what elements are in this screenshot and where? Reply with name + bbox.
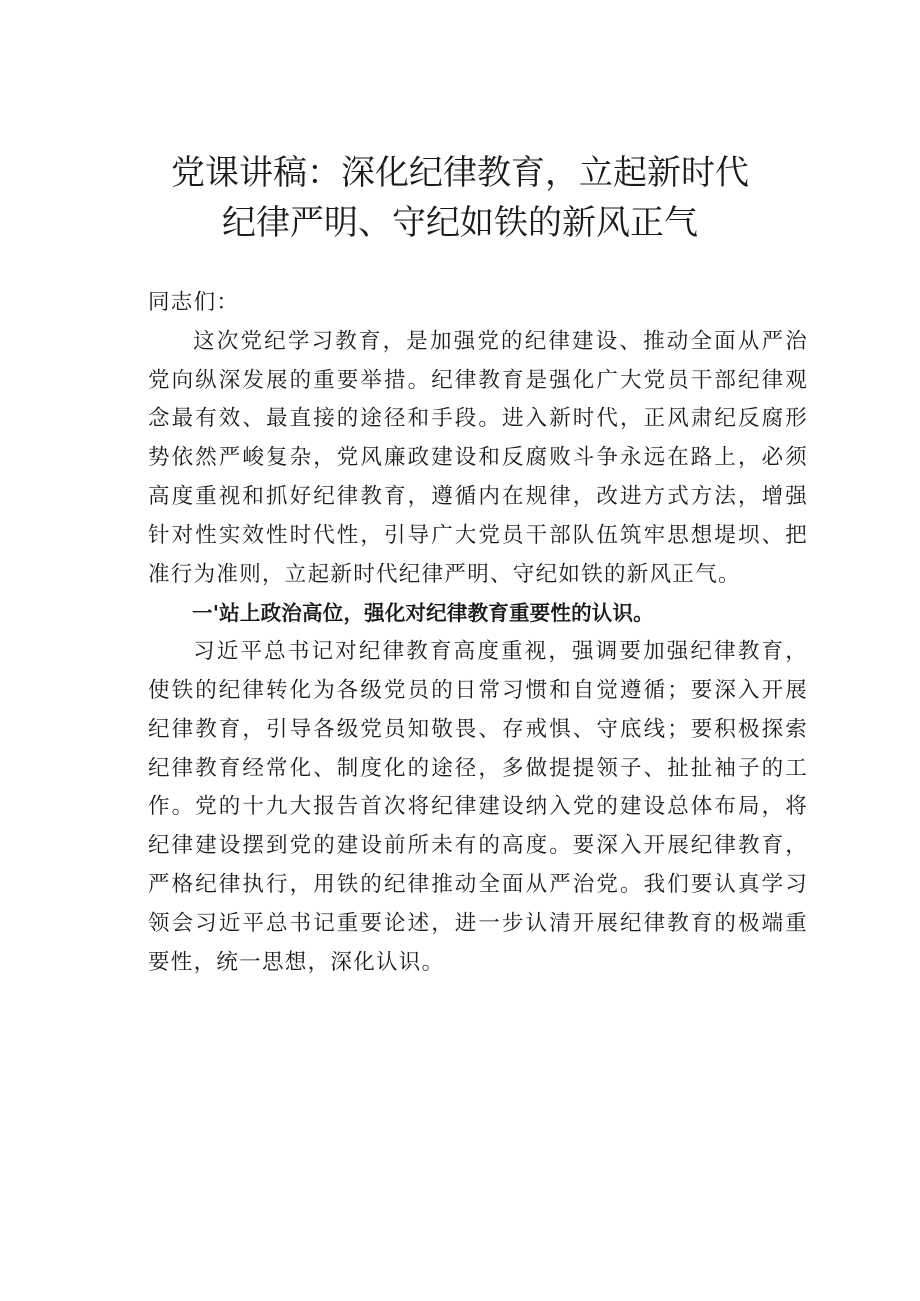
paragraph-intro: 这次党纪学习教育，是加强党的纪律建设、推动全面从严治党向纵深发展的重要举措。纪律教育是强化广大党员干部纪律观念最有效、最直接的途径和手段。进入新时代，正风肃纪反腐形势依然严峻复杂，党风廉政建设和反腐败斗争永远在路上，必须高度重视和抓好纪律教育，遵循内在规律，改进方式方法，增强针对性实效性时代性，引导广大党员干部队伍筑牢思想堤坝、把准行为准则，立起新时代纪律严明、守纪如铁的新风正气。 bbox=[148, 328, 808, 587]
salutation: 同志们： bbox=[148, 290, 240, 315]
title-line-2: 纪律严明、守纪如铁的新风正气 bbox=[222, 203, 698, 243]
section-heading: 一'站上政治高位，强化对纪律教育重要性的认识。 bbox=[192, 601, 654, 626]
document-body bbox=[148, 284, 808, 982]
paragraph-section-1: 习近平总书记对纪律教育高度重视，强调要加强纪律教育，使铁的纪律转化为各级党员的日常习惯和自觉遵循；要深入开展纪律教育，引导各级党员知敬畏、存戒惧、守底线；要积极探索纪律教育经常化、制度化的途径，多做提提领子、扯扯袖子的工作。党的十九大报告首次将纪律建设纳入党的建设总体布局，将纪律建设摆到党的建设前所未有的高度。要深入开展纪律教育，严格纪律执行，用铁的纪律推动全面从严治党。我们要认真学习领会习近平总书记重要论述，进一步认清开展纪律教育的极端重要性，统一思想，深化认识。 bbox=[148, 639, 808, 975]
document-title bbox=[120, 148, 800, 248]
title-line-1: 党课讲稿：深化纪律教育，立起新时代 bbox=[171, 153, 749, 193]
